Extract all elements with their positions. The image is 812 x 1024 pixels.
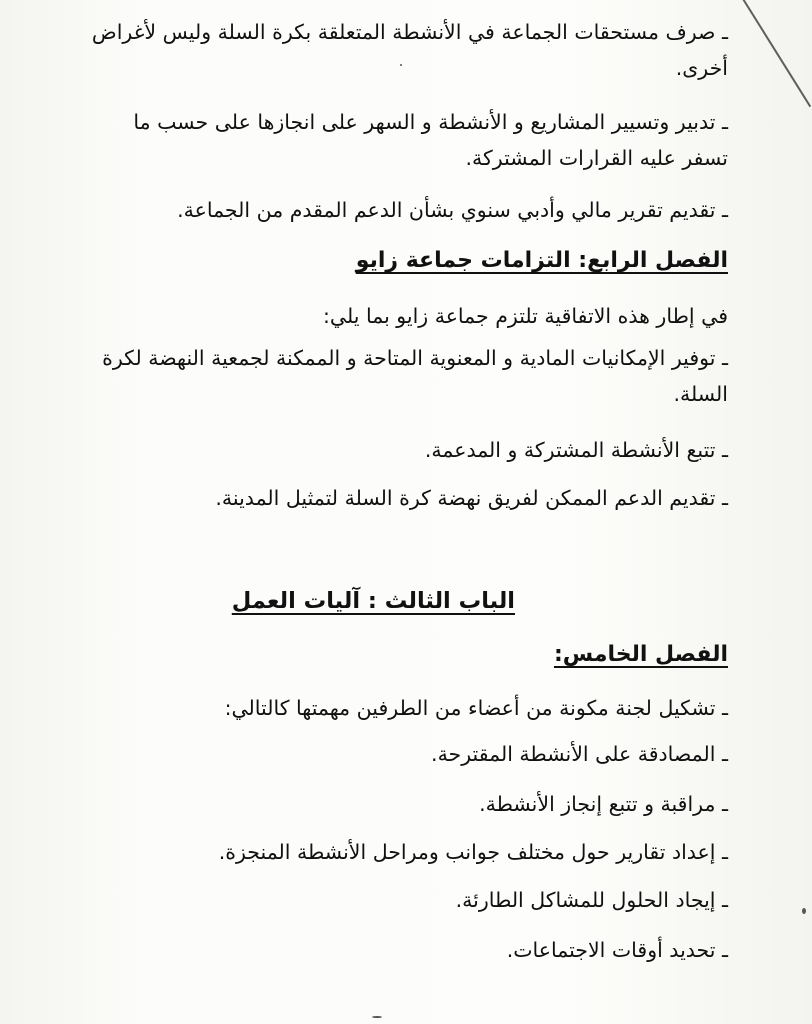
clause-set-meeting-times: ـ تحديد أوقات الاجتماعات. — [506, 938, 728, 962]
clause-follow-activities: ـ تتبع الأنشطة المشتركة و المدعمة. — [424, 438, 728, 462]
clause-find-solutions: ـ إيجاد الحلول للمشاكل الطارئة. — [455, 888, 728, 912]
clause-spend-funds: ـ صرف مستحقات الجماعة في الأنشطة المتعلقة بكرة السلة وليس لأغراض أخرى. — [91, 20, 728, 80]
clause-annual-report: ـ تقديم تقرير مالي وأدبي سنوي بشأن الدعم المقدم من الجماعة. — [177, 198, 728, 222]
heading-chapter-four: الفصل الرابع: التزامات جماعة زايو — [355, 248, 728, 273]
scan-speck — [372, 1016, 382, 1018]
page-fold-mark — [730, 0, 812, 107]
clause-manage-projects: ـ تدبير وتسيير المشاريع و الأنشطة و السهر على انجازها على حسب ما تسفر عليه القرارات المشتركة. — [133, 110, 728, 170]
clause-provide-resources: ـ توفير الإمكانيات المادية و المعنوية المتاحة و الممكنة لجمعية النهضة لكرة السلة. — [102, 346, 728, 406]
scan-speck — [802, 908, 806, 914]
clause-prepare-reports: ـ إعداد تقارير حول مختلف جوانب ومراحل الأنشطة المنجزة. — [218, 840, 728, 864]
clause-monitor-activities: ـ مراقبة و تتبع إنجاز الأنشطة. — [479, 792, 728, 816]
clause-approve-activities: ـ المصادقة على الأنشطة المقترحة. — [431, 742, 728, 766]
clause-form-committee: ـ تشكيل لجنة مكونة من أعضاء من الطرفين مهمتها كالتالي: — [224, 696, 728, 720]
scan-speck — [400, 64, 402, 66]
heading-part-three: الباب الثالث : آليات العمل — [231, 588, 515, 614]
clause-support-team: ـ تقديم الدعم الممكن لفريق نهضة كرة السلة لتمثيل المدينة. — [215, 486, 728, 510]
clause-intro-commitments: في إطار هذه الاتفاقية تلتزم جماعة زايو بما يلي: — [322, 304, 728, 328]
heading-chapter-five: الفصل الخامس: — [553, 642, 728, 667]
